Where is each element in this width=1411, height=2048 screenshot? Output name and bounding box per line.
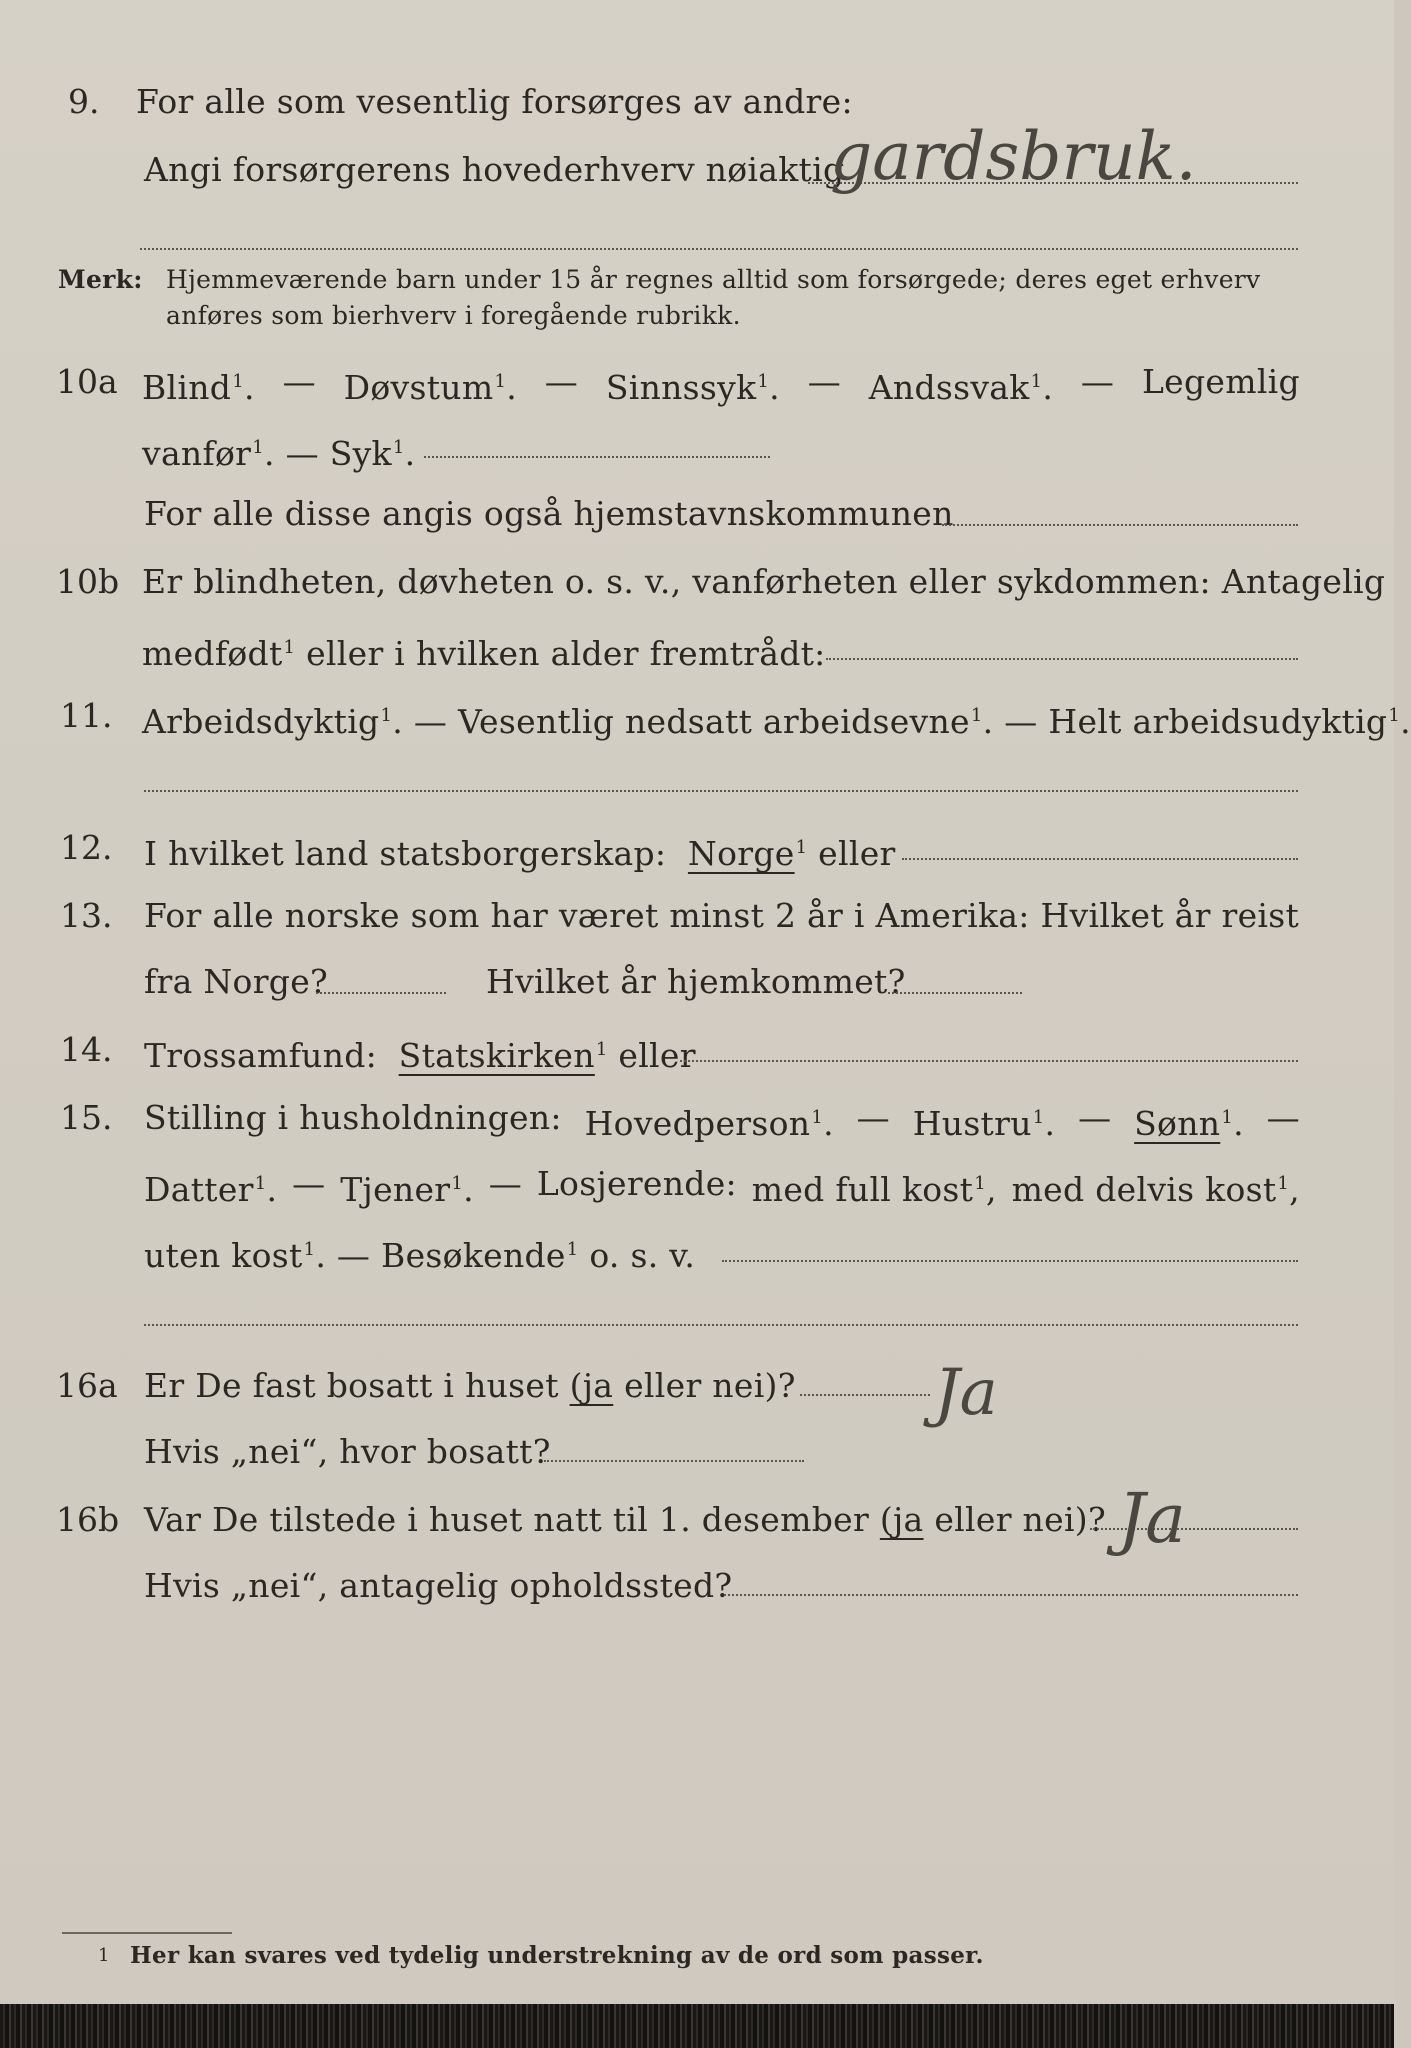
q14-answer-line[interactable]	[680, 1060, 1298, 1062]
scan-edge	[0, 2004, 1394, 2048]
merk-line1: Hjemmeværende barn under 15 år regnes alltid som forsørgede; deres eget erhverv	[166, 265, 1261, 294]
opt-besokende: Besøkende$^1$	[381, 1236, 579, 1275]
opt-hovedperson: Hovedperson$^1$.	[584, 1104, 834, 1143]
opt-vanfor: vanfør$^1$.	[142, 434, 275, 473]
q11-extra-line[interactable]	[144, 790, 1298, 792]
q11-line: Arbeidsdyktig$^1$. — Vesentlig nedsatt arbeidsevne$^1$. — Helt arbeidsudyktig$^1$.	[142, 702, 1411, 741]
opt-utenkost: uten kost$^1$.	[144, 1236, 327, 1275]
q16b-line1: Var De tilstede i huset natt til 1. desember (ja eller nei)?	[144, 1500, 1106, 1539]
q16a-handwritten-answer: Ja	[934, 1356, 998, 1430]
q16a-answer-line[interactable]	[800, 1394, 930, 1396]
footnote-text: Her kan svares ved tydelig understrekning av de ord som passer.	[130, 1942, 984, 1969]
q14-number: 14.	[60, 1030, 113, 1069]
q16b-handwritten-answer: Ja	[1118, 1480, 1186, 1559]
q16a-line1: Er De fast bosatt i huset (ja eller nei)?	[144, 1366, 796, 1405]
merk-line2: anføres som bierhverv i foregående rubrikk.	[166, 301, 741, 330]
q10a-number: 10a	[56, 362, 118, 401]
q16b-opphold-line[interactable]	[724, 1594, 1298, 1596]
q12-line: I hvilket land statsborgerskap: Norge$^1$ eller	[144, 834, 896, 873]
dash: —	[544, 362, 579, 401]
q16a-line2: Hvis „nei“, hvor bosatt?	[144, 1432, 551, 1471]
q10b-line1: Er blindheten, døvheten o. s. v., vanførheten eller sykdommen: Antagelig	[142, 562, 1386, 601]
q16b-number: 16b	[56, 1500, 120, 1539]
opt-arbeidsdyktig: Arbeidsdyktig$^1$.	[142, 702, 404, 741]
q15-number: 15.	[60, 1098, 113, 1137]
opt-syk: Syk$^1$.	[329, 434, 416, 473]
q15-line2: Datter$^1$. — Tjener$^1$. — Losjerende: med full kost$^1$, med delvis kost$^1$,	[144, 1164, 1300, 1209]
q10b-line2: medfødt$^1$ eller i hvilken alder fremtrådt:	[142, 634, 826, 673]
opt-ja-underlined: (ja	[569, 1366, 614, 1405]
opt-dovstum: Døvstum$^1$.	[343, 368, 517, 407]
opt-datter: Datter$^1$.	[144, 1170, 278, 1209]
opt-sonn: Sønn$^1$.	[1134, 1104, 1244, 1143]
opt-nedsatt: Vesentlig nedsatt arbeidsevne$^1$.	[457, 702, 994, 741]
q10b-answer-line[interactable]	[826, 658, 1298, 660]
opt-hustru: Hustru$^1$.	[912, 1104, 1056, 1143]
q9-extra-line[interactable]	[140, 248, 1298, 250]
q15-extra-line[interactable]	[144, 1324, 1298, 1326]
q9-handwritten-answer: gardsbruk.	[830, 118, 1197, 195]
q16a-bosatt-line[interactable]	[544, 1460, 804, 1462]
q15-line3: uten kost$^1$. — Besøkende$^1$ o. s. v.	[144, 1236, 696, 1275]
q14-line: Trossamfund: Statskirken$^1$ eller	[144, 1036, 696, 1075]
opt-legemlig: Legemlig	[1141, 362, 1300, 401]
q11-number: 11.	[60, 696, 113, 735]
dash: —	[807, 362, 842, 401]
opt-statskirken-underlined: Statskirken	[398, 1036, 595, 1075]
q12-number: 12.	[60, 828, 113, 867]
opt-andssvak: Andssvak$^1$.	[868, 368, 1054, 407]
opt-delviskost: med delvis kost$^1$,	[1011, 1170, 1300, 1209]
dash: —	[282, 362, 316, 401]
q12-answer-line[interactable]	[902, 858, 1298, 860]
q13-hjem-line[interactable]	[888, 992, 1022, 994]
q10b-number: 10b	[56, 562, 120, 601]
merk-label: Merk:	[58, 265, 143, 294]
q10a-line3: For alle disse angis også hjemstavnskommunen	[144, 494, 954, 533]
q13-hjem: Hvilket år hjemkommet?	[486, 962, 906, 1001]
q16a-number: 16a	[56, 1366, 118, 1405]
footnote-mark: 1	[98, 1945, 110, 1966]
q15-line1: Stilling i husholdningen: Hovedperson$^1$. — Hustru$^1$. — Sønn$^1$. —	[144, 1098, 1300, 1143]
opt-tjener: Tjener$^1$.	[340, 1170, 474, 1209]
opt-norge-underlined: Norge	[687, 834, 795, 873]
q10a-line2: vanfør$^1$. — Syk$^1$.	[142, 434, 416, 473]
q10a-kommune-line[interactable]	[942, 524, 1298, 526]
q9-number: 9.	[68, 82, 100, 121]
q13-reist-line[interactable]	[316, 992, 446, 994]
footnote-rule	[62, 1932, 232, 1934]
q9-line1: For alle som vesentlig forsørges av andre:	[136, 82, 853, 121]
opt-udyktig: Helt arbeidsudyktig$^1$.	[1048, 702, 1411, 741]
q13-number: 13.	[60, 896, 113, 935]
q15-answer-line[interactable]	[722, 1260, 1298, 1262]
opt-sinnssyk: Sinnssyk$^1$.	[605, 368, 780, 407]
opt-ja-underlined: (ja	[879, 1500, 924, 1539]
q10a-syk-line[interactable]	[424, 456, 770, 458]
q13-line1: For alle norske som har været minst 2 år i Amerika: Hvilket år reist	[144, 896, 1300, 935]
q13-fra: fra Norge?	[144, 962, 329, 1001]
q9-line2: Angi forsørgerens hovederhverv nøiaktig	[144, 150, 845, 189]
dash: —	[1080, 362, 1115, 401]
opt-fullkost: med full kost$^1$,	[751, 1170, 997, 1209]
opt-blind: Blind$^1$.	[142, 368, 255, 407]
q16b-line2: Hvis „nei“, antagelig opholdssted?	[144, 1566, 733, 1605]
q10a-line1	[142, 362, 1300, 408]
